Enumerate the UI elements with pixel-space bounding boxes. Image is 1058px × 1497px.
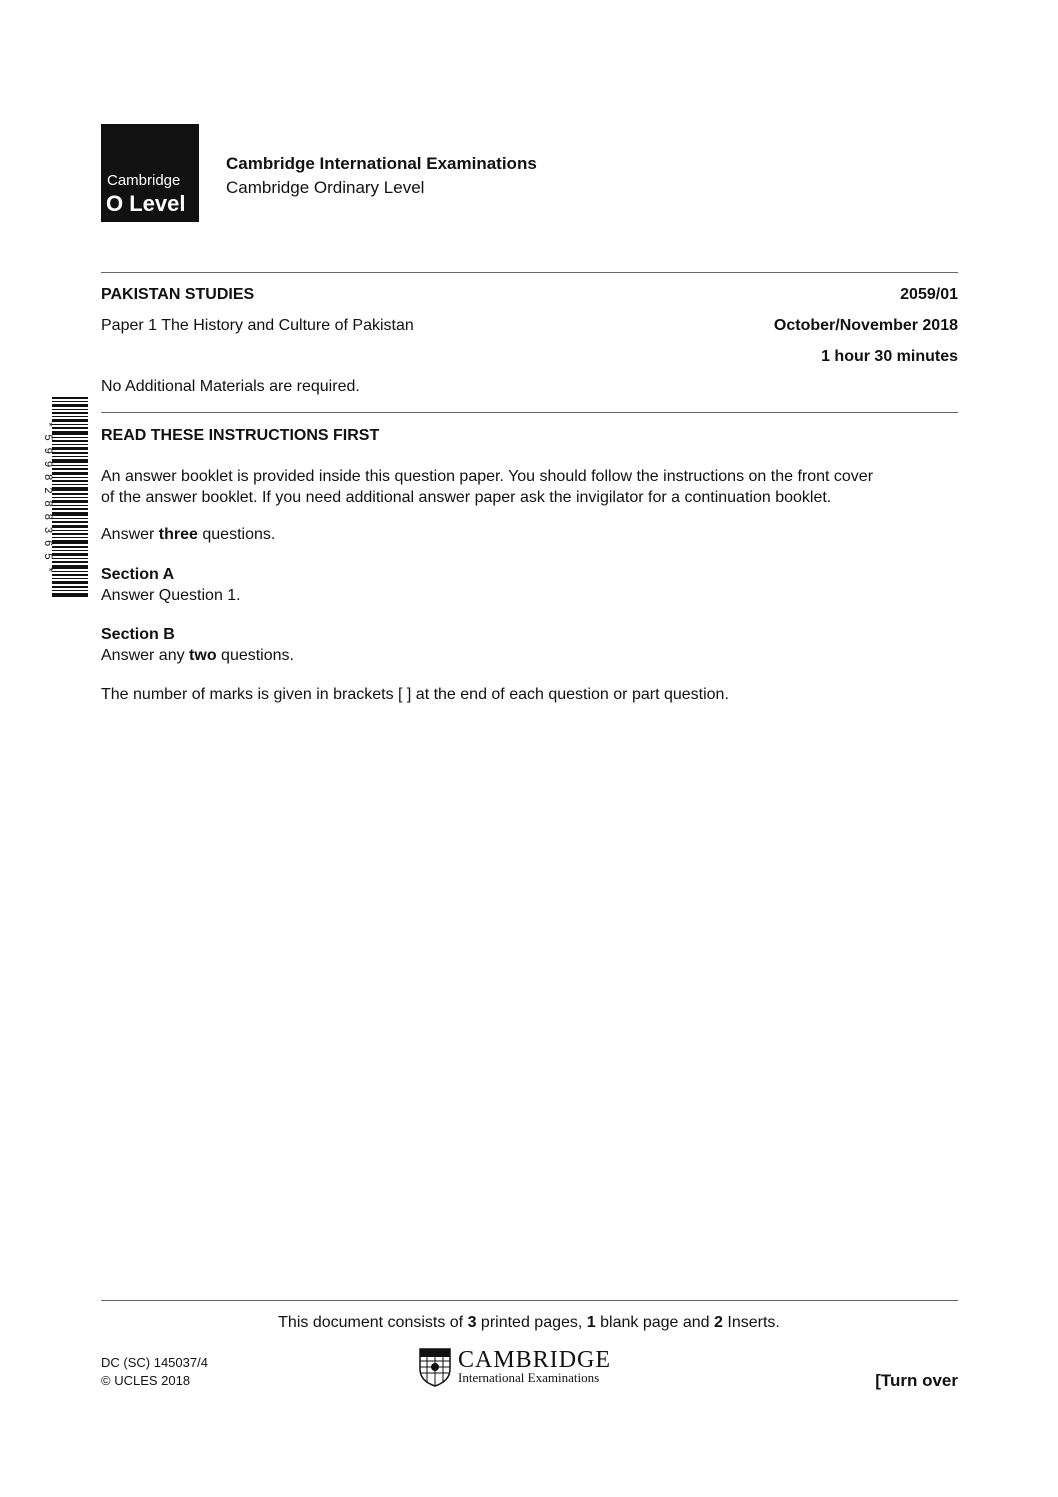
candidate-barcode (40, 397, 88, 600)
divider-instructions (101, 412, 958, 413)
qualification-level: Cambridge Ordinary Level (226, 178, 425, 197)
exam-session: October/November 2018 (773, 317, 958, 334)
page-count-statement (0, 1314, 1058, 1332)
section-b-heading: Section B (101, 626, 175, 643)
booklet-instructions (101, 466, 961, 508)
paper-code: 2059/01 (900, 286, 958, 303)
booklet-line-1: An answer booklet is provided inside this question paper. You should follow the instructions on the front cover (101, 468, 874, 485)
booklet-line-2: of the answer booklet. If you need additional answer paper ask the invigilator for a continuation booklet. (101, 489, 832, 506)
brand-name: CAMBRIDGE (458, 1347, 612, 1373)
section-a-text: Answer Question 1. (101, 587, 241, 604)
reference-code: DC (SC) 145037/4 (101, 1355, 208, 1370)
inserts-text: Inserts. (722, 1314, 780, 1331)
printed-count: 3 (467, 1314, 477, 1331)
turn-over-label: [Turn over (875, 1371, 958, 1390)
blank-text: blank page and (595, 1314, 715, 1331)
logo-line2: O Level (106, 191, 186, 216)
copyright-notice: © UCLES 2018 (101, 1373, 191, 1388)
answer-instruction (101, 526, 275, 544)
divider-top (101, 272, 958, 273)
blank-count: 1 (586, 1314, 596, 1331)
marks-note: The number of marks is given in brackets [ ] at the end of each question or part question. (101, 686, 729, 703)
section-b-pre: Answer any (101, 647, 190, 664)
printed-text: printed pages, (476, 1314, 587, 1331)
document-reference (101, 1354, 208, 1390)
cambridge-brand (418, 1346, 611, 1388)
section-b-post: questions. (216, 647, 294, 664)
barcode-number: * 5 9 9 8 2 8 8 3 6 5 * (41, 421, 53, 573)
brand-subtitle: International Examinations (458, 1370, 600, 1385)
cambridge-o-level-logo (101, 124, 199, 222)
inserts-count: 2 (714, 1314, 723, 1331)
section-b-text (101, 647, 294, 665)
logo-line1: Cambridge (107, 172, 181, 189)
subject-title: PAKISTAN STUDIES (101, 286, 255, 303)
exam-board-name: Cambridge International Examinations (226, 154, 537, 173)
divider-footer (101, 1300, 958, 1301)
cambridge-crest-icon (418, 1347, 452, 1387)
section-b-count: two (189, 647, 217, 664)
answer-pre: Answer (101, 526, 159, 543)
instructions-heading: READ THESE INSTRUCTIONS FIRST (101, 427, 380, 444)
consists-pre: This document consists of (278, 1314, 468, 1331)
answer-count: three (158, 526, 198, 543)
materials-note: No Additional Materials are required. (101, 378, 360, 395)
exam-duration: 1 hour 30 minutes (821, 348, 958, 365)
answer-post: questions. (197, 526, 276, 543)
section-a-heading: Section A (101, 566, 175, 583)
paper-title: Paper 1 The History and Culture of Pakistan (101, 317, 414, 334)
